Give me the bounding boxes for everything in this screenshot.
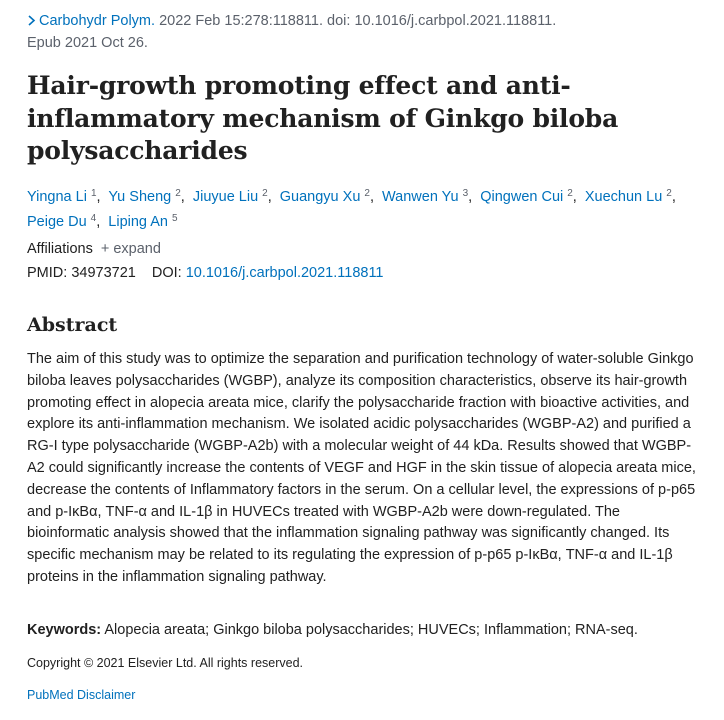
- expand-affiliations-button[interactable]: + expand: [100, 241, 161, 257]
- author-link[interactable]: [480, 189, 573, 205]
- copyright-notice: Copyright © 2021 Elsevier Ltd. All rights reserved.: [27, 656, 304, 670]
- author-link[interactable]: [27, 214, 96, 230]
- author-link[interactable]: [382, 189, 468, 205]
- author-list-items: [27, 189, 680, 230]
- journal-link[interactable]: Carbohydr Polym.: [39, 13, 156, 29]
- affiliation-number[interactable]: 3: [462, 188, 469, 199]
- author-name[interactable]: Yu Sheng: [108, 189, 172, 205]
- keywords-text: Alopecia areata; Ginkgo biloba polysaccharides; HUVECs; Inflammation; RNA-seq.: [104, 622, 638, 638]
- author-link[interactable]: [193, 189, 268, 205]
- author-separator: ,: [180, 189, 185, 205]
- author-name[interactable]: Peige Du: [27, 214, 87, 230]
- pubmed-disclaimer-link[interactable]: PubMed Disclaimer: [27, 688, 136, 702]
- article-title: Hair-growth promoting effect and anti-inflammatory mechanism of Ginkgo biloba polysaccharides: [27, 71, 619, 165]
- affiliations-row: [27, 239, 161, 259]
- affiliation-number[interactable]: 2: [175, 188, 181, 199]
- author-separator: ,: [96, 214, 101, 230]
- affiliation-number[interactable]: 5: [171, 213, 178, 224]
- affiliation-number[interactable]: 2: [567, 188, 573, 199]
- citation-line: [27, 11, 556, 31]
- affiliation-number[interactable]: 4: [90, 213, 97, 224]
- author-name[interactable]: Yingna Li: [27, 189, 87, 205]
- pmid-value: 34973721: [71, 265, 136, 281]
- abstract-text: The aim of this study was to optimize the separation and purification technology of water-soluble Ginkgo biloba leaves polysaccharides (WGBP), analyze its composition characteristics, observe its hair-growth promoting effect in alopecia areata mice, clarify the polysaccharide fraction with bioactive activities, and explore its anti-inflammation mechanism. We isolated acidic polysaccharides (WGBP-A2) and purified a RG-I type polysaccharide (WGBP-A2b) with a molecular weight of 44 kDa. Results showed that WGBP-A2 could significantly increase the contents of VEGF and HGF in the skin tissue of alopecia areata mice, decrease the contents of Inflammatory factors in the serum. On a cellular level, the expressions of p-p65 and p-IκBα, TNF-α and IL-1β in HUVECs treated with WGBP-A2b were down-regulated. The bioinformatic analysis showed that the inflammation signaling pathway was significantly changed. Its specific mechanism may be related to its regulating the expression of p-p65 p-IκBα, TNF-α and IL-1β proteins in the inflammation signaling pathway.: [27, 351, 696, 585]
- author-separator: ,: [369, 189, 374, 205]
- author-separator: ,: [267, 189, 272, 205]
- author-separator: ,: [671, 189, 676, 205]
- author-name[interactable]: Xuechun Lu: [584, 189, 663, 205]
- chevron-right-icon[interactable]: [27, 11, 39, 31]
- author-name[interactable]: Qingwen Cui: [480, 189, 564, 205]
- author-list: [27, 183, 697, 233]
- author-name[interactable]: Guangyu Xu: [279, 189, 361, 205]
- author-link[interactable]: [108, 189, 180, 205]
- keywords-label: Keywords:: [27, 622, 102, 638]
- epub-date: Epub 2021 Oct 26.: [27, 35, 148, 51]
- doi-link[interactable]: 10.1016/j.carbpol.2021.118811: [185, 265, 384, 281]
- affiliation-number[interactable]: 2: [364, 188, 370, 199]
- affiliation-number[interactable]: 2: [666, 188, 672, 199]
- affiliation-number[interactable]: 1: [90, 188, 97, 199]
- citation-details: 2022 Feb 15:278:118811. doi: 10.1016/j.carbpol.2021.118811.: [159, 13, 557, 29]
- author-separator: ,: [96, 189, 101, 205]
- author-link[interactable]: [27, 189, 97, 205]
- identifiers-row: [27, 263, 384, 283]
- author-name[interactable]: Jiuyue Liu: [192, 189, 259, 205]
- author-name[interactable]: Liping An: [108, 214, 168, 230]
- author-link[interactable]: [108, 214, 177, 230]
- affiliations-label: Affiliations: [27, 241, 93, 257]
- author-link[interactable]: [280, 189, 370, 205]
- author-link[interactable]: [585, 189, 672, 205]
- abstract-heading: Abstract: [27, 314, 118, 336]
- author-separator: ,: [468, 189, 473, 205]
- author-name[interactable]: Wanwen Yu: [382, 189, 459, 205]
- doi-label: DOI:: [151, 265, 182, 281]
- affiliation-number[interactable]: 2: [262, 188, 268, 199]
- author-separator: ,: [572, 189, 577, 205]
- keywords-row: [27, 620, 697, 640]
- pmid-label: PMID:: [27, 265, 68, 281]
